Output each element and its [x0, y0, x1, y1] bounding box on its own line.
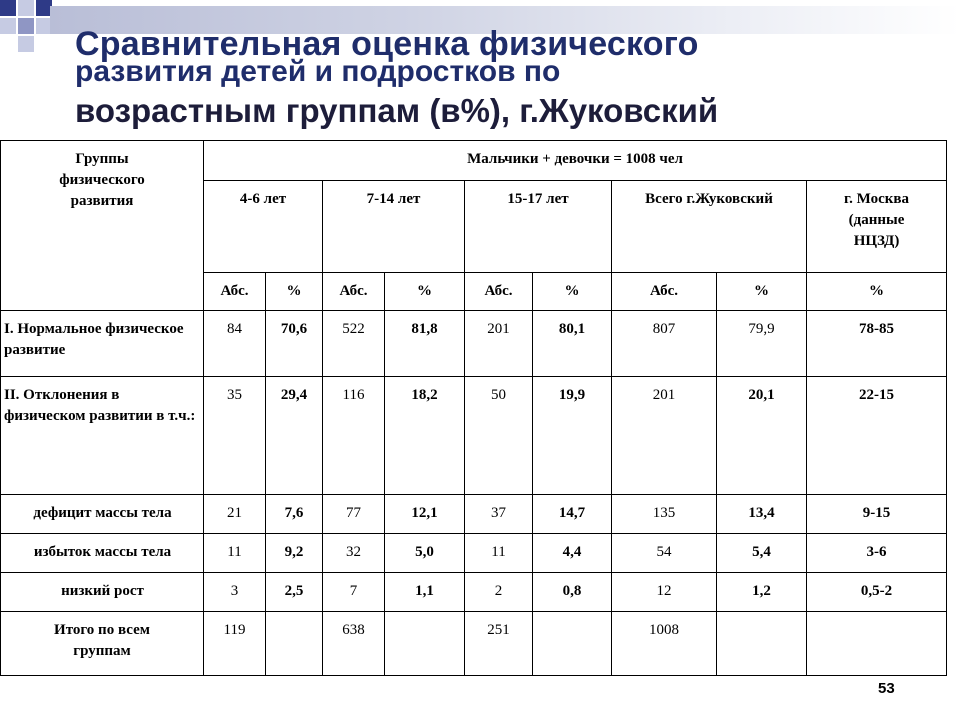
cell-abs: 135 [612, 495, 717, 534]
cell-abs: 201 [612, 377, 717, 495]
cell-abs: 2 [465, 573, 533, 612]
slide-title-line-2: развития детей и подростков по [75, 55, 561, 88]
cell-abs: 54 [612, 534, 717, 573]
cell-pct: 29,4 [266, 377, 323, 495]
cell-abs: 1008 [612, 612, 717, 676]
subheader-pct: % [807, 273, 947, 311]
row-label: дефицит массы тела [1, 495, 204, 534]
table-row [1, 534, 947, 573]
cell-pct [717, 612, 807, 676]
cell-pct [385, 612, 465, 676]
cell-abs: 84 [204, 311, 266, 377]
cell-pct: 79,9 [717, 311, 807, 377]
cell-abs: 201 [465, 311, 533, 377]
cell-pct: 80,1 [533, 311, 612, 377]
cell-abs: 116 [323, 377, 385, 495]
cell-abs: 522 [323, 311, 385, 377]
table-row [1, 495, 947, 534]
table-row [1, 311, 947, 377]
cell-pct: 7,6 [266, 495, 323, 534]
subheader-pct: % [266, 273, 323, 311]
cell-abs: 638 [323, 612, 385, 676]
cell-moscow: 0,5-2 [807, 573, 947, 612]
row-label: избыток массы тела [1, 534, 204, 573]
header-age-4-6: 4-6 лет [204, 181, 323, 273]
row-label: низкий рост [1, 573, 204, 612]
cell-abs: 251 [465, 612, 533, 676]
development-table [0, 140, 947, 676]
subheader-pct: % [533, 273, 612, 311]
table-row [1, 612, 947, 676]
cell-abs: 12 [612, 573, 717, 612]
row-label: Итого по всем группам [1, 612, 204, 676]
slide-title-line-1: Сравнительная оценка физического [75, 25, 699, 63]
cell-abs: 119 [204, 612, 266, 676]
cell-pct: 20,1 [717, 377, 807, 495]
subheader-abs: Абс. [465, 273, 533, 311]
cell-abs: 21 [204, 495, 266, 534]
subheader-pct: % [717, 273, 807, 311]
cell-abs: 807 [612, 311, 717, 377]
header-moscow: г. Москва (данные НЦЗД) [807, 181, 947, 273]
cell-pct: 2,5 [266, 573, 323, 612]
subheader-pct: % [385, 273, 465, 311]
cell-pct: 0,8 [533, 573, 612, 612]
cell-pct: 5,4 [717, 534, 807, 573]
table-row [1, 377, 947, 495]
cell-abs: 37 [465, 495, 533, 534]
cell-moscow: 22-15 [807, 377, 947, 495]
cell-abs: 77 [323, 495, 385, 534]
cell-pct: 4,4 [533, 534, 612, 573]
page-number: 53 [878, 680, 895, 697]
cell-pct: 70,6 [266, 311, 323, 377]
cell-pct: 12,1 [385, 495, 465, 534]
cell-moscow: 3-6 [807, 534, 947, 573]
subheader-abs: Абс. [612, 273, 717, 311]
cell-abs: 7 [323, 573, 385, 612]
cell-pct: 5,0 [385, 534, 465, 573]
header-age-7-14: 7-14 лет [323, 181, 465, 273]
cell-pct [266, 612, 323, 676]
cell-pct: 1,1 [385, 573, 465, 612]
header-main: Мальчики + девочки = 1008 чел [204, 141, 947, 181]
header-groups: Группы физического развития [1, 141, 204, 311]
row-label: I. Нормальное физическое развитие [1, 311, 204, 377]
subheader-abs: Абс. [204, 273, 266, 311]
cell-pct: 14,7 [533, 495, 612, 534]
cell-pct: 9,2 [266, 534, 323, 573]
cell-abs: 11 [465, 534, 533, 573]
cell-pct [533, 612, 612, 676]
cell-moscow [807, 612, 947, 676]
cell-abs: 35 [204, 377, 266, 495]
cell-abs: 50 [465, 377, 533, 495]
cell-abs: 32 [323, 534, 385, 573]
cell-pct: 13,4 [717, 495, 807, 534]
slide-title-line-3: возрастным группам (в%), г.Жуковский [75, 92, 719, 129]
row-label: II. Отклонения в физическом развитии в т.ч.: [1, 377, 204, 495]
header-total-zhukovsky: Всего г.Жуковский [612, 181, 807, 273]
cell-moscow: 9-15 [807, 495, 947, 534]
cell-pct: 1,2 [717, 573, 807, 612]
cell-abs: 11 [204, 534, 266, 573]
cell-moscow: 78-85 [807, 311, 947, 377]
table-row [1, 573, 947, 612]
cell-pct: 18,2 [385, 377, 465, 495]
cell-pct: 81,8 [385, 311, 465, 377]
subheader-abs: Абс. [323, 273, 385, 311]
cell-abs: 3 [204, 573, 266, 612]
cell-pct: 19,9 [533, 377, 612, 495]
header-age-15-17: 15-17 лет [465, 181, 612, 273]
